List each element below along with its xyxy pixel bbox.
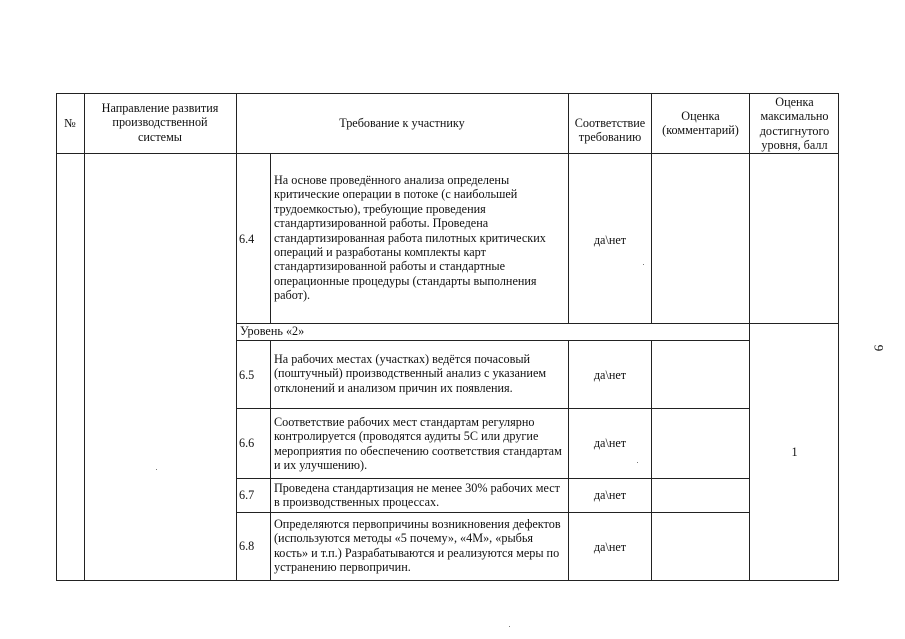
header-num: №: [64, 116, 76, 130]
col-divider: [236, 93, 237, 581]
header-requirement: Требование к участнику: [339, 116, 465, 130]
scan-speck: [637, 462, 638, 463]
row-requirement-text: Соответствие рабочих мест стандартам регулярно контролируется (проводятся аудиты 5С или другие мероприятия по обеспечению соответствия стандартам и их улучшению).: [274, 415, 562, 473]
col-divider: [568, 340, 569, 581]
row-number: 6.7: [239, 488, 255, 502]
col-divider: [84, 93, 85, 581]
header-rating: Оценка (комментарий): [662, 109, 739, 138]
col-divider: [651, 340, 652, 581]
row-requirement-text: Проведена стандартизация не менее 30% рабочих мест в производственных процессах.: [274, 481, 560, 510]
row-requirement-text: Определяются первопричины возникновения дефектов (используются методы «5 почему», «4М», «рыбья кость» и т.п.) Разрабатываются и реализуются меры по устранению первопричин.: [274, 517, 561, 575]
row-number: 6.8: [239, 539, 255, 553]
scan-speck: [509, 626, 510, 627]
scan-speck: [156, 469, 157, 470]
row-answer: да\нет: [593, 436, 627, 450]
header-max-score: Оценка максимально достигнутого уровня, балл: [759, 95, 830, 153]
level-score: 1: [791, 445, 798, 459]
row-divider: [236, 340, 749, 341]
row-divider: [236, 408, 749, 409]
page-number: 9: [870, 344, 886, 352]
row-answer: да\нет: [593, 488, 627, 502]
scan-speck: [643, 264, 644, 265]
row-answer: да\нет: [593, 368, 627, 382]
col-divider: [568, 93, 569, 324]
col-divider: [270, 340, 271, 581]
row-divider: [236, 512, 749, 513]
header-direction: Направление развития производственной системы: [101, 101, 219, 144]
col-divider: [749, 93, 750, 581]
row-number: 6.4: [239, 232, 255, 246]
header-compliance: Соответствие требованию: [574, 116, 646, 145]
row-requirement-text: На рабочих местах (участках) ведётся почасовый (поштучный) производственный анализ с указанием отклонений и анализом причин их появления.: [274, 352, 547, 395]
level-label: Уровень «2»: [240, 324, 305, 338]
row-divider: [236, 478, 749, 479]
col-divider: [651, 93, 652, 324]
header-divider: [56, 153, 839, 154]
row-answer: да\нет: [593, 233, 627, 247]
col-divider: [270, 153, 271, 324]
row-answer: да\нет: [593, 540, 627, 554]
row-requirement-text: На основе проведённого анализа определены критические операции в потоке (с наибольшей трудоемкостью), требующие проведения стандартизированной работы. Проведена стандартизированная работа пилотных критических операций и разработаны комплекты карт стандартизированной работы и стандартные операционные процедуры (стандарты выполнения работ).: [274, 173, 546, 303]
row-number: 6.5: [239, 368, 255, 382]
row-number: 6.6: [239, 436, 255, 450]
